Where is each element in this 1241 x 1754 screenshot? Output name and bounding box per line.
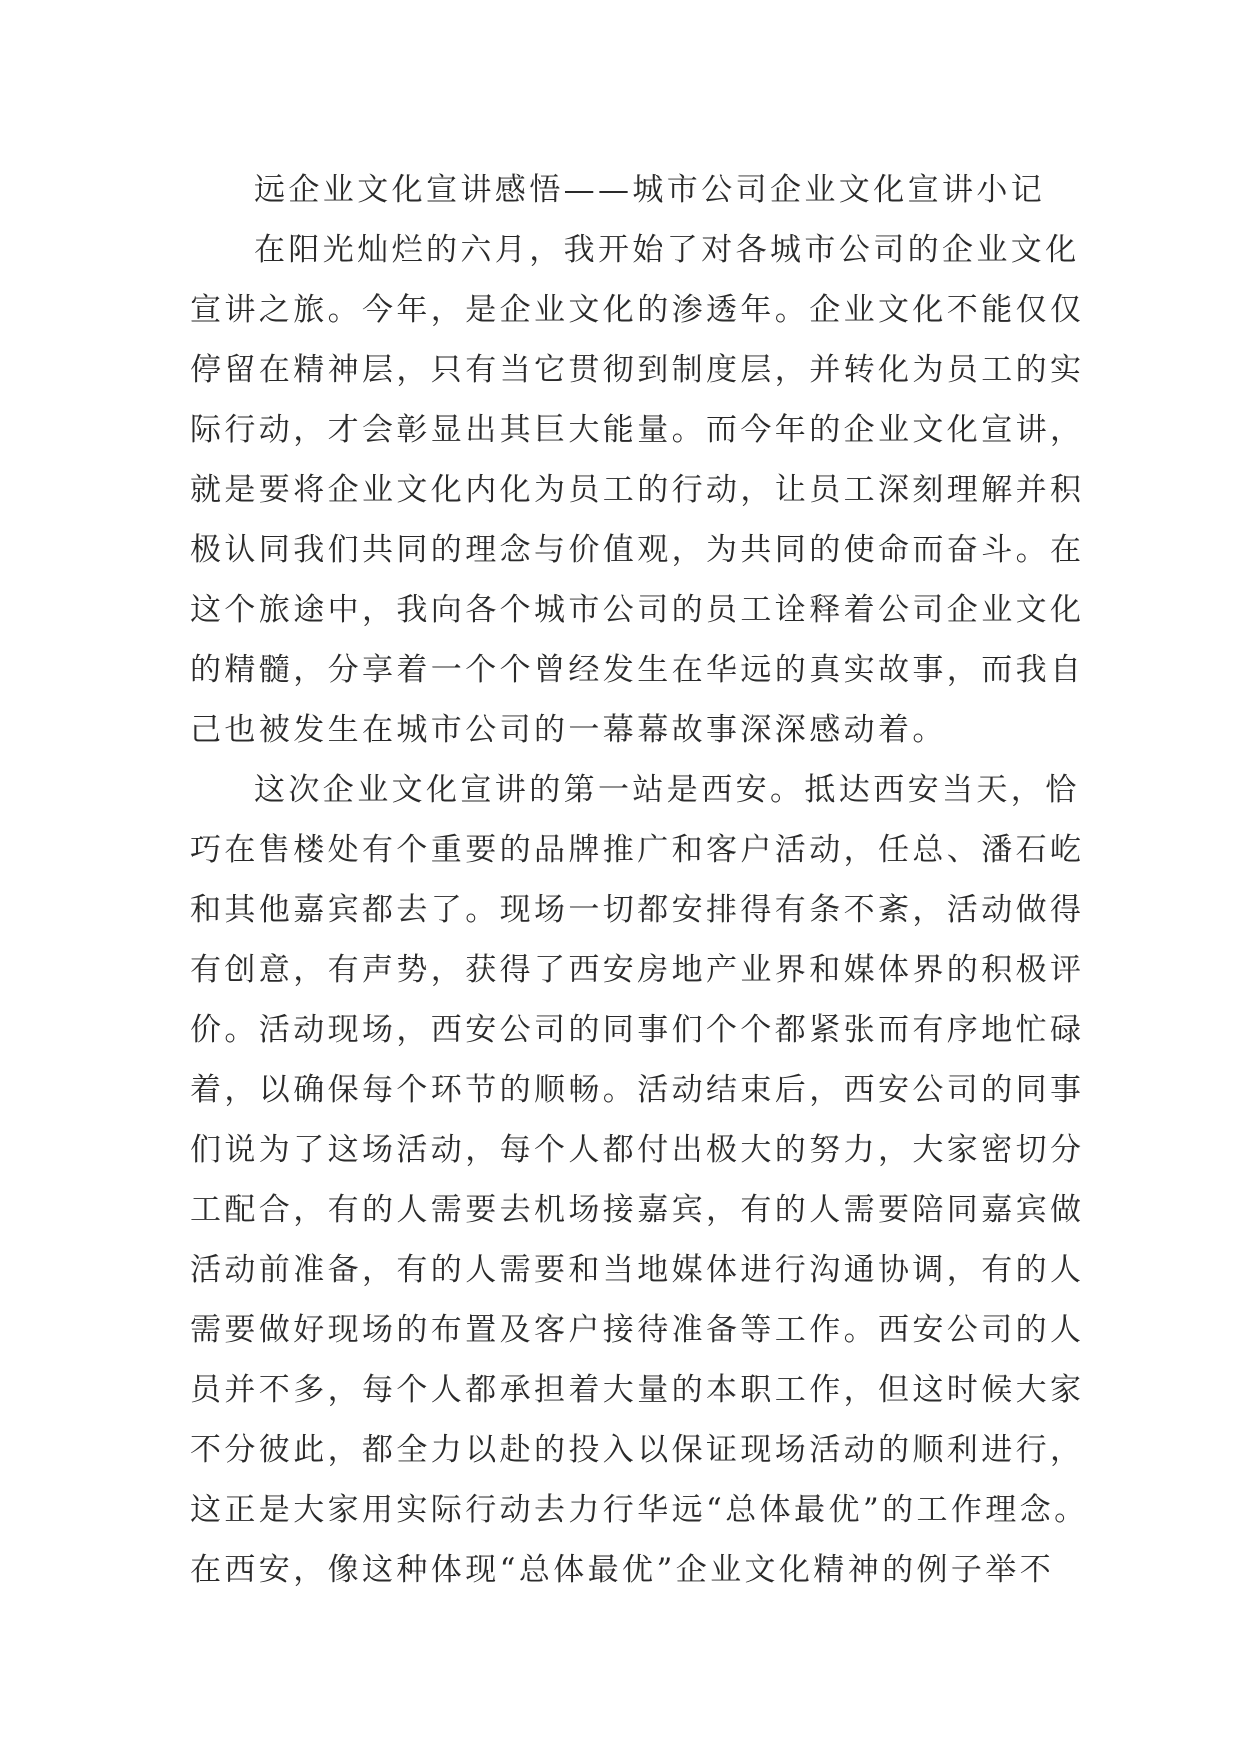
paragraph-line: 和其他嘉宾都去了。现场一切都安排得有条不紊，活动做得 xyxy=(190,892,1085,928)
paragraph-line: 价。活动现场，西安公司的同事们个个都紧张而有序地忙碌 xyxy=(190,1012,1085,1048)
document-body xyxy=(190,160,1089,1600)
paragraph-line: 有创意，有声势，获得了西安房地产业界和媒体界的积极评 xyxy=(190,952,1085,988)
paragraph-line: 需要做好现场的布置及客户接待准备等工作。西安公司的人 xyxy=(190,1312,1085,1348)
paragraph-line: 这次企业文化宣讲的第一站是西安。抵达西安当天，恰 xyxy=(254,772,1080,808)
document-title: 远企业文化宣讲感悟——城市公司企业文化宣讲小记 xyxy=(254,172,1046,208)
paragraph-line: 巧在售楼处有个重要的品牌推广和客户活动，任总、潘石屹 xyxy=(190,832,1085,868)
paragraph-line: 的精髓，分享着一个个曾经发生在华远的真实故事，而我自 xyxy=(190,652,1085,688)
paragraph-line: 在西安，像这种体现“总体最优”企业文化精神的例子举不 xyxy=(190,1552,1055,1588)
paragraph-line: 工配合，有的人需要去机场接嘉宾，有的人需要陪同嘉宾做 xyxy=(190,1192,1085,1228)
paragraph-line: 员并不多，每个人都承担着大量的本职工作，但这时候大家 xyxy=(190,1372,1085,1408)
paragraph-line: 就是要将企业文化内化为员工的行动，让员工深刻理解并积 xyxy=(190,472,1085,508)
paragraph-line: 己也被发生在城市公司的一幕幕故事深深感动着。 xyxy=(190,712,947,748)
paragraph-line: 停留在精神层，只有当它贯彻到制度层，并转化为员工的实 xyxy=(190,352,1085,388)
paragraph-line: 在阳光灿烂的六月，我开始了对各城市公司的企业文化 xyxy=(254,232,1080,268)
paragraph-line: 着，以确保每个环节的顺畅。活动结束后，西安公司的同事 xyxy=(190,1072,1085,1108)
paragraph-line: 际行动，才会彰显出其巨大能量。而今年的企业文化宣讲， xyxy=(190,412,1085,448)
paragraph-line: 活动前准备，有的人需要和当地媒体进行沟通协调，有的人 xyxy=(190,1252,1085,1288)
paragraph-line: 宣讲之旅。今年，是企业文化的渗透年。企业文化不能仅仅 xyxy=(190,292,1085,328)
paragraph-line: 这个旅途中，我向各个城市公司的员工诠释着公司企业文化 xyxy=(190,592,1085,628)
paragraph-line: 极认同我们共同的理念与价值观，为共同的使命而奋斗。在 xyxy=(190,532,1085,568)
paragraph-line: 们说为了这场活动，每个人都付出极大的努力，大家密切分 xyxy=(190,1132,1085,1168)
paragraph-line: 不分彼此，都全力以赴的投入以保证现场活动的顺利进行， xyxy=(190,1432,1085,1468)
paragraph-line: 这正是大家用实际行动去力行华远“总体最优”的工作理念。 xyxy=(190,1492,1089,1528)
